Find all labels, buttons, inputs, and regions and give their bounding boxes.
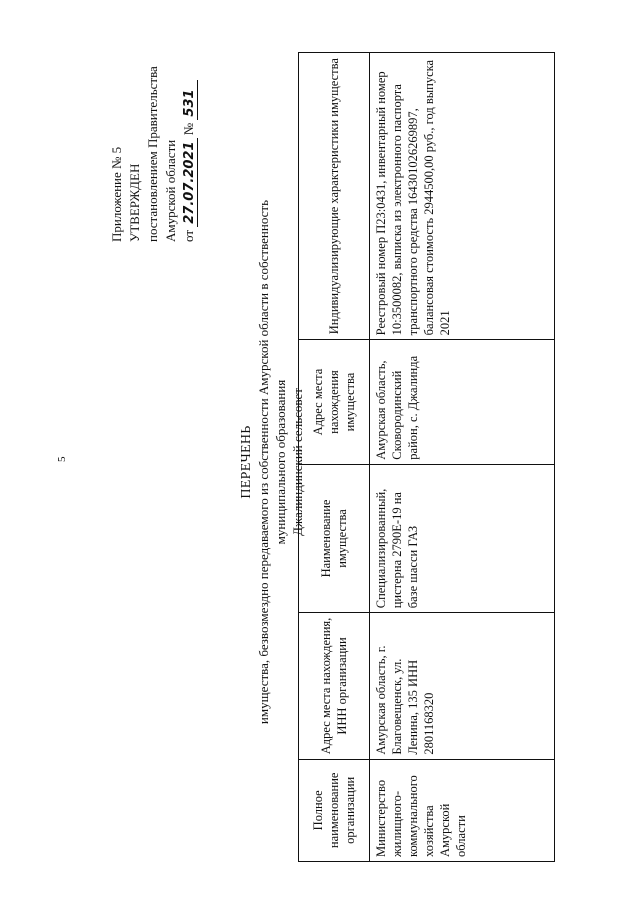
title-subtitle-line2: Джалиндинский сельсовет (290, 388, 305, 536)
handwritten-date: 27.07.2021 (182, 138, 198, 226)
header-org-name: Полное наименование организации (299, 759, 370, 861)
title-block (238, 152, 306, 772)
region-label: Амурской области (163, 139, 178, 242)
approval-block (108, 66, 198, 242)
table-row (370, 53, 555, 862)
title-subtitle-line1: имущества, безвозмездно передаваемого из собственности Амурской области в собственность муниципального образования (256, 199, 288, 725)
date-prefix: от (181, 229, 196, 242)
handwritten-number: 531 (182, 80, 198, 120)
table-header-row (299, 53, 370, 862)
document-title: ПЕРЕЧЕНЬ (239, 425, 254, 499)
cell-org-address: Амурская область, г. Благовещенск, ул. Ленина, 135 ИНН 2801168320 (370, 613, 555, 759)
header-org-address: Адрес места нахождения, ИНН организации (299, 613, 370, 759)
number-prefix: № (181, 122, 196, 136)
property-table (298, 52, 555, 862)
header-property-address: Адрес места нахождения имущества (299, 340, 370, 464)
cell-property-name: Специализированный, цистерна 2790Е-19 на базе шасси ГАЗ (370, 464, 555, 613)
appendix-label: Приложение № 5 (109, 146, 124, 242)
date-number-line (180, 66, 198, 242)
cell-org-name: Министерство жилищного-коммунального хозяйства Амурской области (370, 759, 555, 861)
header-characteristics: Индивидуализирующие характеристики имущества (299, 53, 370, 340)
rotated-content (20, 22, 620, 882)
resolution-label: постановлением Правительства (145, 66, 160, 242)
header-property-name: Наименование имущества (299, 464, 370, 613)
approved-label: УТВЕРЖДЕН (127, 163, 142, 242)
page-number: 5 (56, 456, 68, 462)
cell-characteristics: Реестровый номер П23:0431, инвентарный номер 10:3500082, выписка из электронного паспорта транспортного средства 164301026269897, балансовая стоимость 2944500,00 руб., год выпуска 2021 (370, 53, 555, 340)
cell-property-address: Амурская область, Сковородинский район, с. Джалинда (370, 340, 555, 464)
